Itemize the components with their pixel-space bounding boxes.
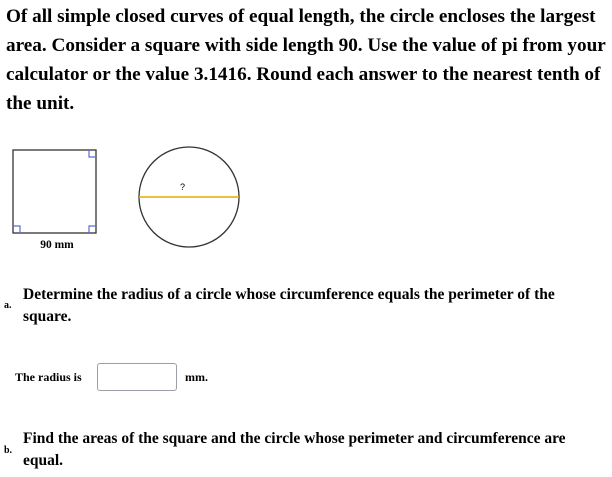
right-angle-mark bbox=[89, 150, 96, 157]
figure-drawing bbox=[0, 140, 612, 260]
radius-unit-label: mm. bbox=[185, 370, 208, 384]
radius-answer-label: The radius is bbox=[15, 370, 82, 384]
figure bbox=[0, 140, 612, 260]
radius-answer-row bbox=[15, 362, 315, 394]
circle-unknown-label: ? bbox=[180, 182, 186, 192]
part-b-question: Find the areas of the square and the circle whose perimeter and circumference are equal. bbox=[23, 430, 566, 469]
square-shape bbox=[13, 150, 96, 233]
right-angle-mark bbox=[13, 226, 20, 233]
radius-input[interactable] bbox=[97, 363, 177, 391]
problem-intro: Of all simple closed curves of equal length, the circle encloses the largest area. Consider a square with side length 90. Use the value of pi from your calculator or the value 3.1416. Round each answer to the nearest tenth of the unit. bbox=[6, 6, 606, 114]
square-side-label: 90 mm bbox=[40, 239, 74, 251]
part-a-question: Determine the radius of a circle whose circumference equals the perimeter of the square. bbox=[23, 286, 555, 325]
part-b-letter: b. bbox=[4, 445, 13, 456]
part-a-letter: a. bbox=[4, 300, 12, 311]
right-angle-mark bbox=[89, 226, 96, 233]
